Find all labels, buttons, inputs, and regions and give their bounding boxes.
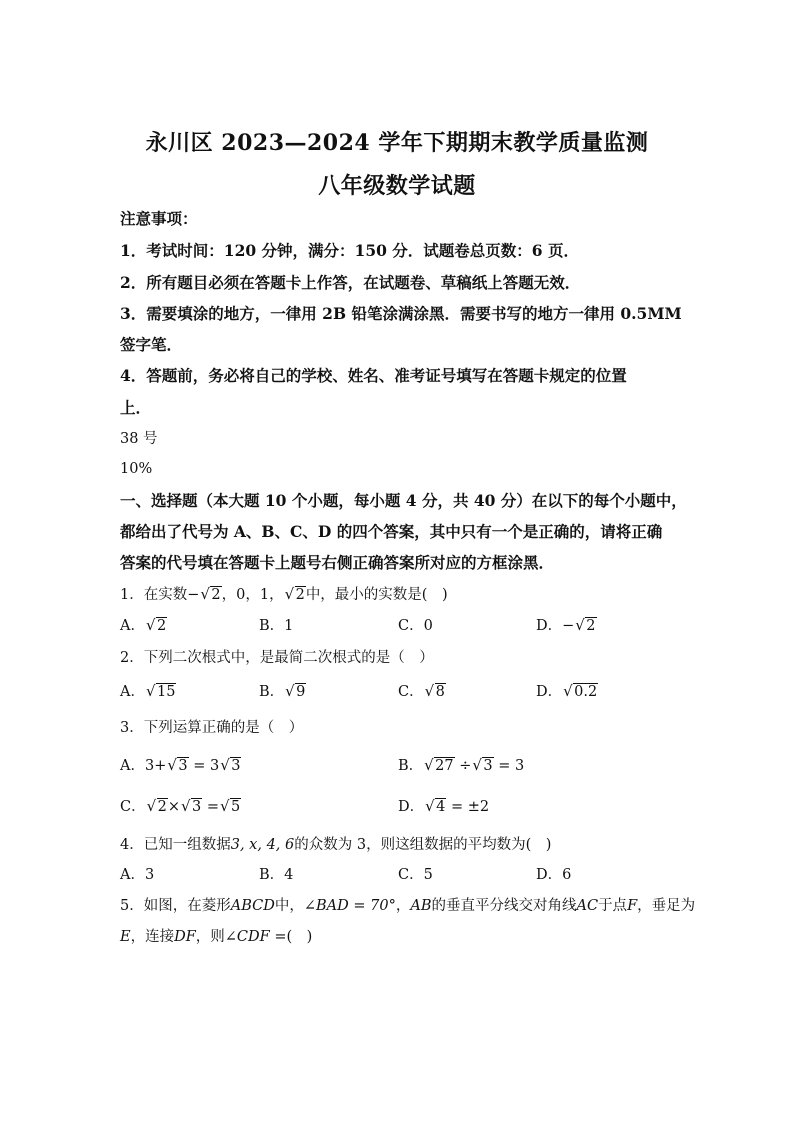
notice-extra-1: 38 号 [120, 431, 158, 447]
section-instruction-3: 答案的代号填在答题卡上题号右侧正确答案所对应的方框涂黑． [120, 553, 555, 572]
q4-option-b: B．4 [259, 867, 294, 883]
q4-option-c: C．5 [398, 867, 433, 883]
q4-option-a: A．3 [120, 867, 155, 883]
q1-radical-2: √ 2 [286, 587, 306, 603]
q3-option-c: C．√ 2×√ 3 =√ 5 [120, 795, 241, 816]
q1-option-d: D．−√ 2 [536, 614, 597, 635]
q2-option-c: C．√ 8 [398, 680, 446, 701]
q1-neg: − [187, 587, 200, 603]
q2-option-a: A．√ 15 [120, 680, 176, 701]
notice-heading: 注意事项： [120, 209, 198, 228]
page-title: 永川区 2023—2024 学年下期期末教学质量监测 [145, 130, 649, 156]
q1-option-b: B．1 [259, 618, 294, 634]
q1-pre: 1．在实数 [120, 587, 188, 603]
notice-item-1: 1．考试时间：120 分钟，满分：150 分．试题卷总页数：6 页． [120, 241, 579, 260]
q3-option-d: D．√ 4 = ±2 [398, 795, 489, 816]
notice-extra-2: 10% [120, 461, 153, 477]
q1-radical-1: √ 2 [201, 587, 221, 603]
question-5-stem-line-1: 5．如图，在菱形ABCD中，∠BAD = 70°，AB的垂直平分线交对角线AC于点F，垂足为 [120, 898, 696, 914]
q4-option-d: D．6 [536, 867, 572, 883]
question-1-stem [120, 583, 690, 604]
q2-option-d: D．√ 0.2 [536, 680, 598, 701]
section-instruction-2: 都给出了代号为 A、B、C、D 的四个答案，其中只有一个是正确的，请将正确 [120, 522, 663, 541]
q1-mid: ，0，1， [221, 587, 284, 603]
question-3-stem: 3．下列运算正确的是（ ） [120, 720, 304, 736]
q4-data: 3, x, 4, 6 [230, 837, 295, 853]
q2-option-b: B．√ 9 [259, 680, 306, 701]
question-2-stem: 2．下列二次根式中，是最简二次根式的是（ ） [120, 650, 434, 666]
q1-option-a: A．√ 2 [120, 614, 167, 635]
notice-item-4-cont: 上． [120, 398, 152, 417]
notice-item-2: 2．所有题目必须在答题卡上作答，在试题卷、草稿纸上答题无效． [120, 273, 581, 292]
question-5-stem-line-2: E，连接DF，则∠CDF =( ) [120, 929, 313, 945]
q3-option-a: A．3+√ 3 = 3√ 3 [120, 754, 241, 775]
page-subtitle: 八年级数学试题 [318, 173, 476, 199]
section-instruction-1: 一、选择题（本大题 10 个小题，每小题 4 分，共 40 分）在以下的每个小题中， [120, 491, 687, 510]
notice-item-3-cont: 签字笔． [120, 335, 183, 354]
question-4-stem: 4．已知一组数据3, x, 4, 6的众数为 3，则这组数据的平均数为( ) [120, 837, 552, 853]
notice-item-4: 4．答题前，务必将自己的学校、姓名、准考证号填写在答题卡规定的位置 [120, 366, 627, 385]
q1-post: 中，最小的实数是( ) [305, 587, 448, 603]
notice-item-3: 3．需要填涂的地方，一律用 2B 铅笔涂满涂黑．需要书写的地方一律用 0.5MM [120, 304, 682, 323]
q1-option-c: C．0 [398, 618, 433, 634]
q3-option-b: B．√ 27 ÷√ 3 = 3 [398, 754, 524, 775]
